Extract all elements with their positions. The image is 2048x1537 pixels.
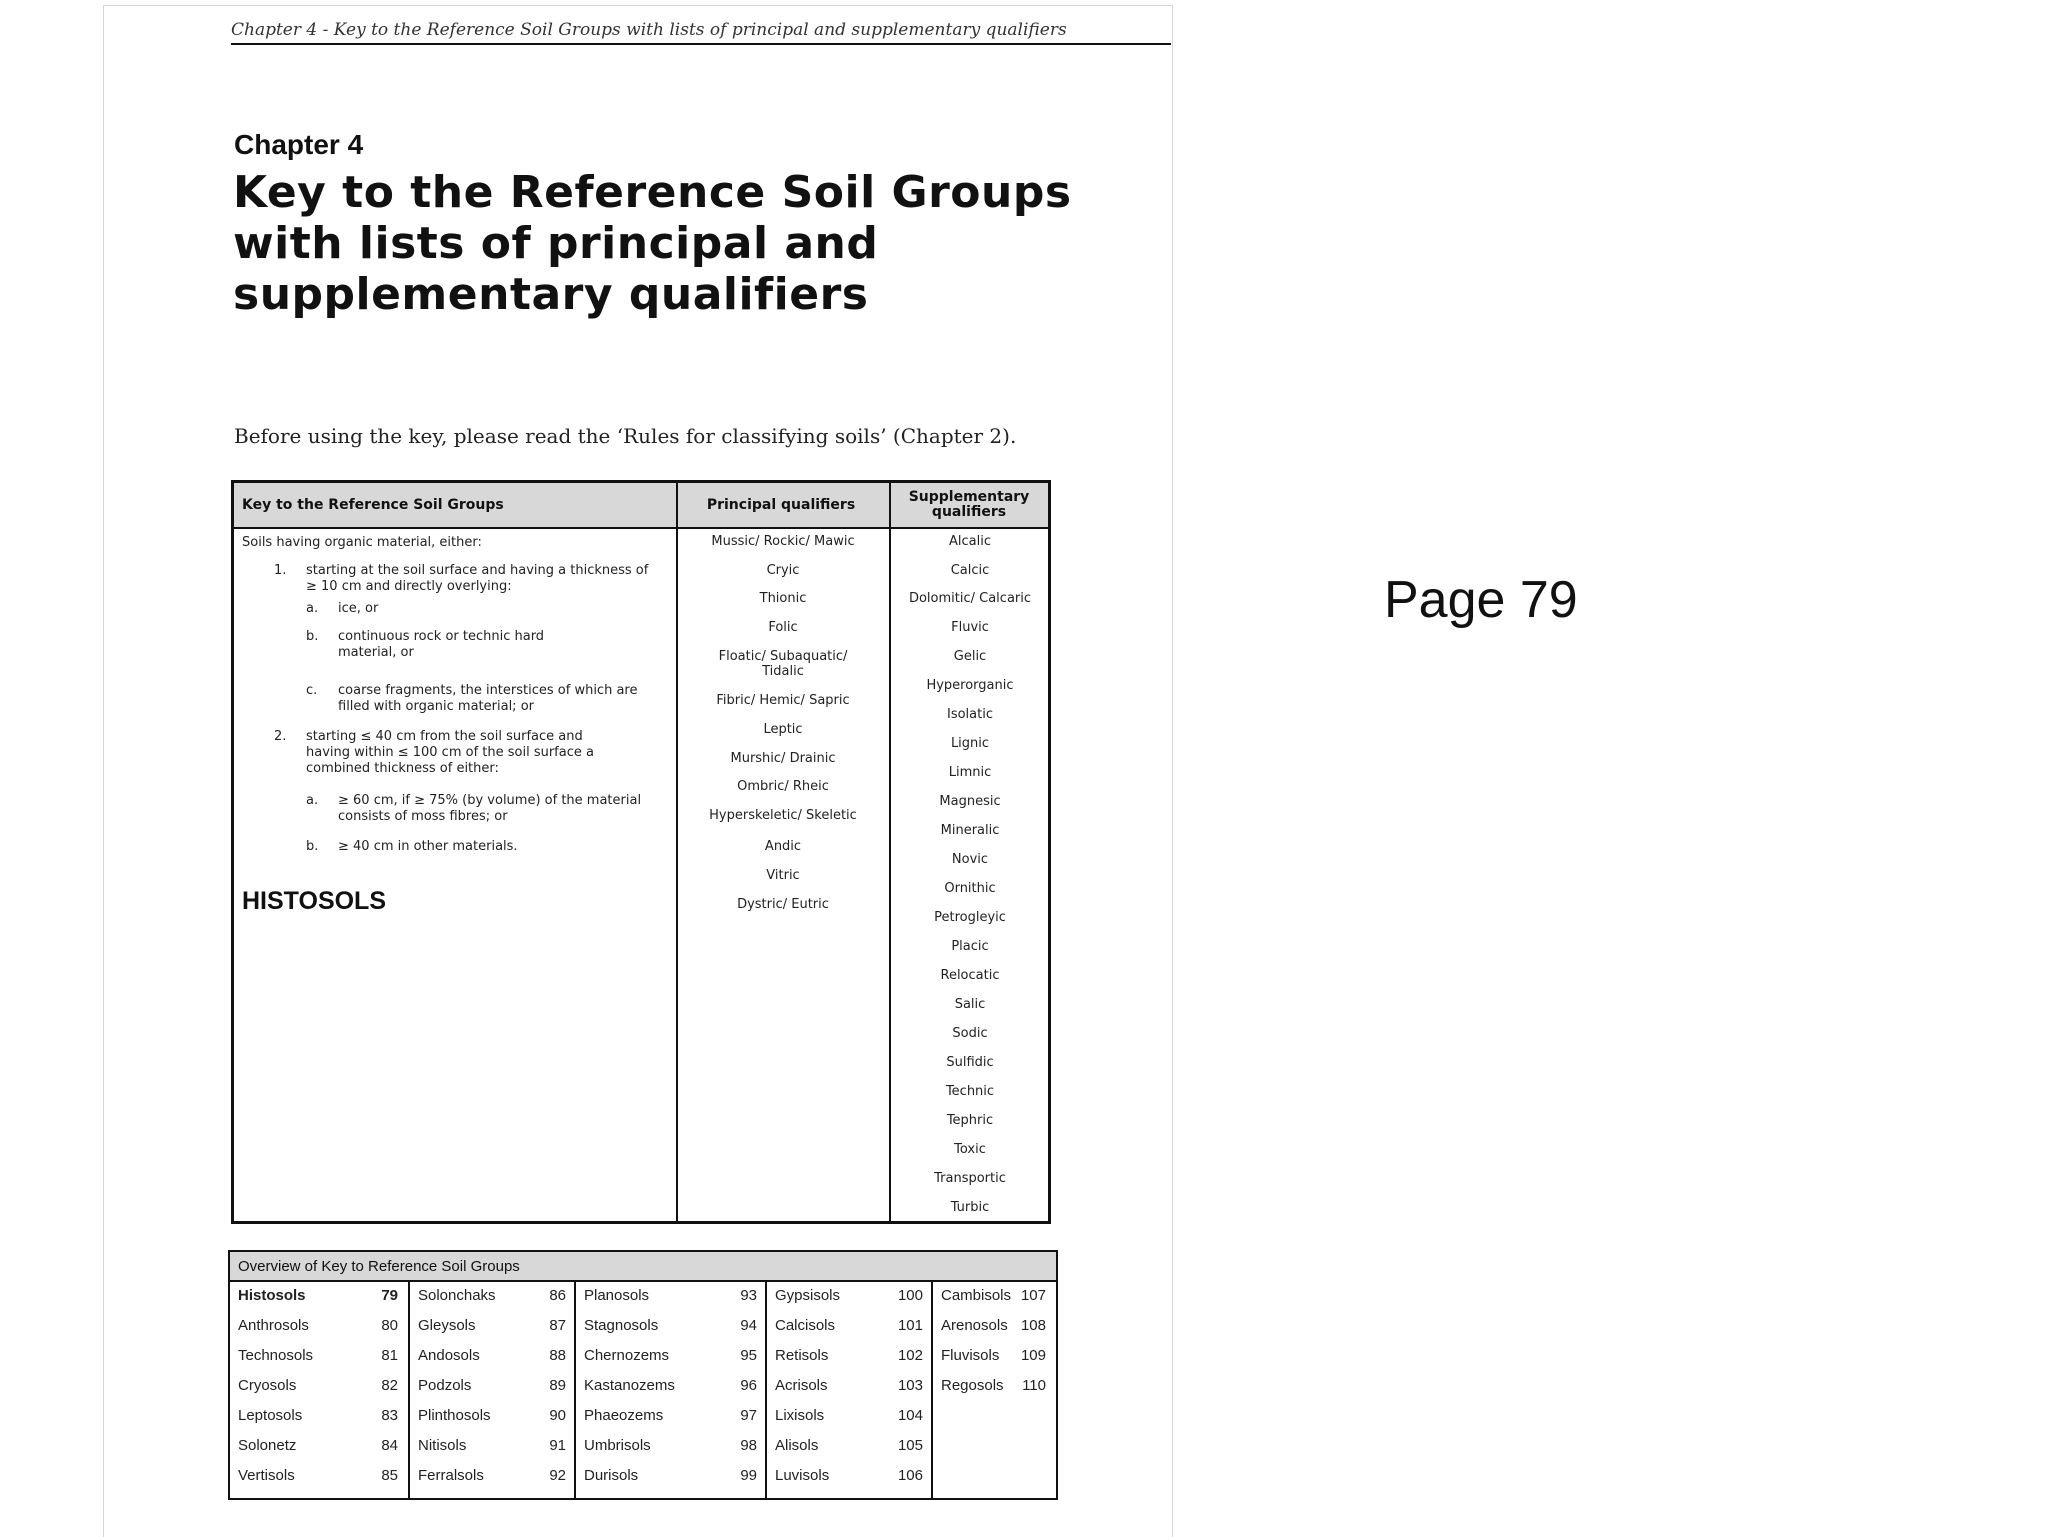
page-number: 105 [897, 1437, 923, 1454]
overview-row[interactable] [410, 1287, 576, 1311]
soil-group-name: Vertisols [238, 1467, 295, 1484]
page-number: 93 [740, 1287, 757, 1304]
key-item-number: 2. [274, 729, 287, 744]
overview-row[interactable] [933, 1377, 1056, 1401]
intro-text: Before using the key, please read the ‘Rules for classifying soils’ (Chapter 2). [234, 424, 1017, 448]
chapter-title-line: with lists of principal and [233, 218, 879, 269]
page-number: 80 [381, 1317, 398, 1334]
supplementary-qualifier: Calcic [950, 563, 990, 578]
overview-row[interactable] [230, 1467, 408, 1491]
supplementary-qualifier: Tephric [946, 1113, 994, 1128]
chapter-title [233, 167, 1093, 320]
soil-group-name: Solonchaks [418, 1287, 496, 1304]
soil-group-name: Kastanozems [584, 1377, 675, 1394]
supplementary-qualifier: Hyperorganic [926, 678, 1014, 693]
soil-group-name: Retisols [775, 1347, 829, 1364]
chapter-title-line: supplementary qualifiers [233, 269, 869, 320]
overview-row[interactable] [767, 1287, 933, 1311]
overview-column [574, 1282, 767, 1498]
page-number: 99 [740, 1467, 757, 1484]
overview-row[interactable] [767, 1407, 933, 1431]
overview-row[interactable] [410, 1347, 576, 1371]
key-table [231, 480, 1051, 1224]
principal-qualifier: Mussic/ Rockic/ Mawic [711, 534, 855, 549]
overview-row[interactable] [933, 1347, 1056, 1371]
page-number: 84 [381, 1437, 398, 1454]
chapter-title-line: Key to the Reference Soil Groups [233, 167, 1072, 218]
page-number: 85 [381, 1467, 398, 1484]
supplementary-qualifier: Lignic [950, 736, 990, 751]
soil-group-name: Phaeozems [584, 1407, 664, 1424]
page-number: 94 [740, 1317, 757, 1334]
overview-row[interactable] [410, 1407, 576, 1431]
overview-row[interactable] [933, 1287, 1056, 1311]
overview-row[interactable] [767, 1347, 933, 1371]
soil-group-name: Leptosols [238, 1407, 303, 1424]
overview-row[interactable] [576, 1467, 767, 1491]
key-item-text: ice, or [338, 601, 379, 616]
overview-column [408, 1282, 576, 1498]
overview-row[interactable] [230, 1287, 408, 1311]
overview-row[interactable] [576, 1437, 767, 1461]
overview-row[interactable] [410, 1467, 576, 1491]
soil-group-name: Durisols [584, 1467, 639, 1484]
soil-group-name: Cryosols [238, 1377, 297, 1394]
principal-qualifiers-list [678, 483, 888, 1221]
key-intro-line: Soils having organic material, either: [242, 535, 482, 550]
overview-row[interactable] [230, 1347, 408, 1371]
overview-row[interactable] [410, 1377, 576, 1401]
supplementary-qualifier: Technic [945, 1084, 995, 1099]
overview-row[interactable] [576, 1407, 767, 1431]
page-number: 87 [549, 1317, 566, 1334]
overview-row[interactable] [576, 1287, 767, 1311]
soil-group-name: Lixisols [775, 1407, 825, 1424]
key-item-number: 1. [274, 563, 287, 578]
page-number: 83 [381, 1407, 398, 1424]
soil-group-name: Podzols [418, 1377, 472, 1394]
page-number: 98 [740, 1437, 757, 1454]
page-number: 101 [897, 1317, 923, 1334]
soil-group-name: Umbrisols [584, 1437, 651, 1454]
soil-group-name: Planosols [584, 1287, 650, 1304]
supplementary-qualifier: Isolatic [947, 707, 993, 722]
principal-qualifier: Andic [764, 839, 802, 854]
page-number: 108 [1020, 1317, 1046, 1334]
overview-row[interactable] [230, 1407, 408, 1431]
key-item-text: starting ≤ 40 cm from the soil surface and having within ≤ 100 cm of the soil surface a combined thickness of either: [306, 729, 594, 776]
key-item-text: ≥ 60 cm, if ≥ 75% (by volume) of the material consists of moss fibres; or [338, 793, 642, 824]
page-number: 79 [381, 1287, 398, 1304]
overview-row[interactable] [230, 1377, 408, 1401]
page-number: 106 [897, 1467, 923, 1484]
supplementary-qualifier: Novic [951, 852, 989, 867]
page-number: 107 [1020, 1287, 1046, 1304]
page-number: 110 [1022, 1377, 1046, 1394]
soil-group-name: Stagnosols [584, 1317, 659, 1334]
principal-qualifier: Cryic [766, 563, 800, 578]
supplementary-column-header: Supplementary qualifiers [908, 489, 1030, 520]
soil-group-name: Nitisols [418, 1437, 467, 1454]
principal-qualifier: Folic [768, 620, 798, 635]
page-number: 91 [549, 1437, 566, 1454]
supplementary-qualifier: Dolomitic/ Calcaric [908, 591, 1032, 606]
chapter-label: Chapter 4 [234, 129, 364, 160]
key-item-text: continuous rock or technic hard material, or [338, 629, 545, 660]
soil-group-name: Anthrosols [238, 1317, 309, 1334]
soil-group-name: Plinthosols [418, 1407, 491, 1424]
supplementary-qualifier: Toxic [954, 1142, 986, 1157]
principal-column-header: Principal qualifiers [706, 497, 856, 513]
principal-qualifier: Thionic [759, 591, 807, 606]
page-number: 109 [1020, 1347, 1046, 1364]
header-rule [231, 43, 1171, 45]
page-number: 95 [740, 1347, 757, 1364]
principal-qualifier: Floatic/ Subaquatic/ Tidalic [718, 649, 848, 679]
soil-group-name: Fluvisols [941, 1347, 1000, 1364]
soil-group-name: Cambisols [941, 1287, 1012, 1304]
page-number: 103 [897, 1377, 923, 1394]
principal-qualifier: Murshic/ Drainic [730, 751, 836, 766]
document-page [103, 5, 1173, 1537]
soil-group-name: Gleysols [418, 1317, 476, 1334]
page-number: 82 [381, 1377, 398, 1394]
page-number: 104 [897, 1407, 923, 1424]
overview-row[interactable] [410, 1317, 576, 1341]
overview-row[interactable] [767, 1467, 933, 1491]
overview-row[interactable] [767, 1437, 933, 1461]
soil-group-name: Regosols [941, 1377, 1004, 1394]
overview-column [230, 1282, 408, 1498]
page-number: 102 [897, 1347, 923, 1364]
soil-group-name: Technosols [238, 1347, 314, 1364]
overview-row[interactable] [576, 1317, 767, 1341]
supplementary-qualifier: Turbic [950, 1200, 990, 1215]
supplementary-qualifiers-list [891, 483, 1049, 1221]
overview-column [931, 1282, 1056, 1498]
overview-column [765, 1282, 933, 1498]
soil-group-name: Solonetz [238, 1437, 297, 1454]
key-item-text: coarse fragments, the interstices of which are filled with organic material; or [338, 683, 638, 714]
supplementary-qualifier: Fluvic [951, 620, 989, 635]
supplementary-qualifier: Magnesic [939, 794, 1001, 809]
soil-group-name: Luvisols [775, 1467, 830, 1484]
page-number: 96 [740, 1377, 757, 1394]
overview-row[interactable] [410, 1437, 576, 1461]
key-item-number: b. [306, 839, 319, 854]
key-item-text: ≥ 40 cm in other materials. [338, 839, 518, 854]
overview-row[interactable] [767, 1317, 933, 1341]
overview-row[interactable] [230, 1317, 408, 1341]
supplementary-qualifier: Mineralic [940, 823, 1000, 838]
soil-group-name: Ferralsols [418, 1467, 484, 1484]
supplementary-qualifier: Petrogleyic [934, 910, 1006, 925]
key-item-number: b. [306, 629, 319, 644]
soil-group-name: Histosols [238, 1287, 306, 1304]
reference-soil-group-name: HISTOSOLS [242, 887, 387, 915]
page-number: 81 [381, 1347, 398, 1364]
page-number: 86 [549, 1287, 566, 1304]
key-item-number: c. [306, 683, 318, 698]
page-number: 88 [549, 1347, 566, 1364]
supplementary-qualifier: Sulfidic [946, 1055, 994, 1070]
supplementary-qualifier: Ornithic [944, 881, 996, 896]
soil-group-name: Andosols [418, 1347, 480, 1364]
soil-group-name: Chernozems [584, 1347, 670, 1364]
page-number: 89 [549, 1377, 566, 1394]
key-item-number: a. [306, 793, 319, 808]
supplementary-qualifier: Salic [954, 997, 986, 1012]
soil-group-name: Arenosols [941, 1317, 1008, 1334]
soil-group-name: Alisols [775, 1437, 819, 1454]
overview-row[interactable] [767, 1377, 933, 1401]
page-indicator: Page 79 [1384, 571, 1578, 629]
supplementary-qualifier: Gelic [953, 649, 987, 664]
page-number: 97 [740, 1407, 757, 1424]
supplementary-qualifier: Placic [951, 939, 989, 954]
principal-qualifier: Fibric/ Hemic/ Sapric [716, 693, 850, 708]
principal-qualifier: Vitric [766, 868, 800, 883]
key-item-text: starting at the soil surface and having a thickness of ≥ 10 cm and directly overlying: [306, 563, 649, 594]
overview-row[interactable] [230, 1437, 408, 1461]
soil-group-name: Calcisols [775, 1317, 836, 1334]
principal-qualifier: Hyperskeletic/ Skeletic [709, 808, 857, 823]
supplementary-qualifier: Limnic [948, 765, 992, 780]
key-item-number: a. [306, 601, 319, 616]
page-number: 100 [897, 1287, 923, 1304]
overview-table-title: Overview of Key to Reference Soil Groups [230, 1252, 1056, 1282]
supplementary-qualifier: Transportic [934, 1171, 1006, 1186]
principal-qualifier: Ombric/ Rheic [737, 779, 829, 794]
overview-row[interactable] [576, 1377, 767, 1401]
overview-row[interactable] [576, 1347, 767, 1371]
overview-table [228, 1250, 1058, 1500]
principal-qualifier: Leptic [763, 722, 803, 737]
overview-row[interactable] [933, 1317, 1056, 1341]
supplementary-qualifier: Relocatic [940, 968, 1000, 983]
key-column-header: Key to the Reference Soil Groups [242, 497, 504, 513]
page-number: 92 [549, 1467, 566, 1484]
running-header: Chapter 4 - Key to the Reference Soil Groups with lists of principal and supplementary qualifiers [231, 20, 1067, 40]
soil-group-name: Acrisols [775, 1377, 828, 1394]
page-number: 90 [549, 1407, 566, 1424]
supplementary-qualifier: Alcalic [949, 534, 991, 549]
supplementary-qualifier: Sodic [952, 1026, 988, 1041]
soil-group-name: Gypsisols [775, 1287, 841, 1304]
principal-qualifier: Dystric/ Eutric [737, 897, 829, 912]
